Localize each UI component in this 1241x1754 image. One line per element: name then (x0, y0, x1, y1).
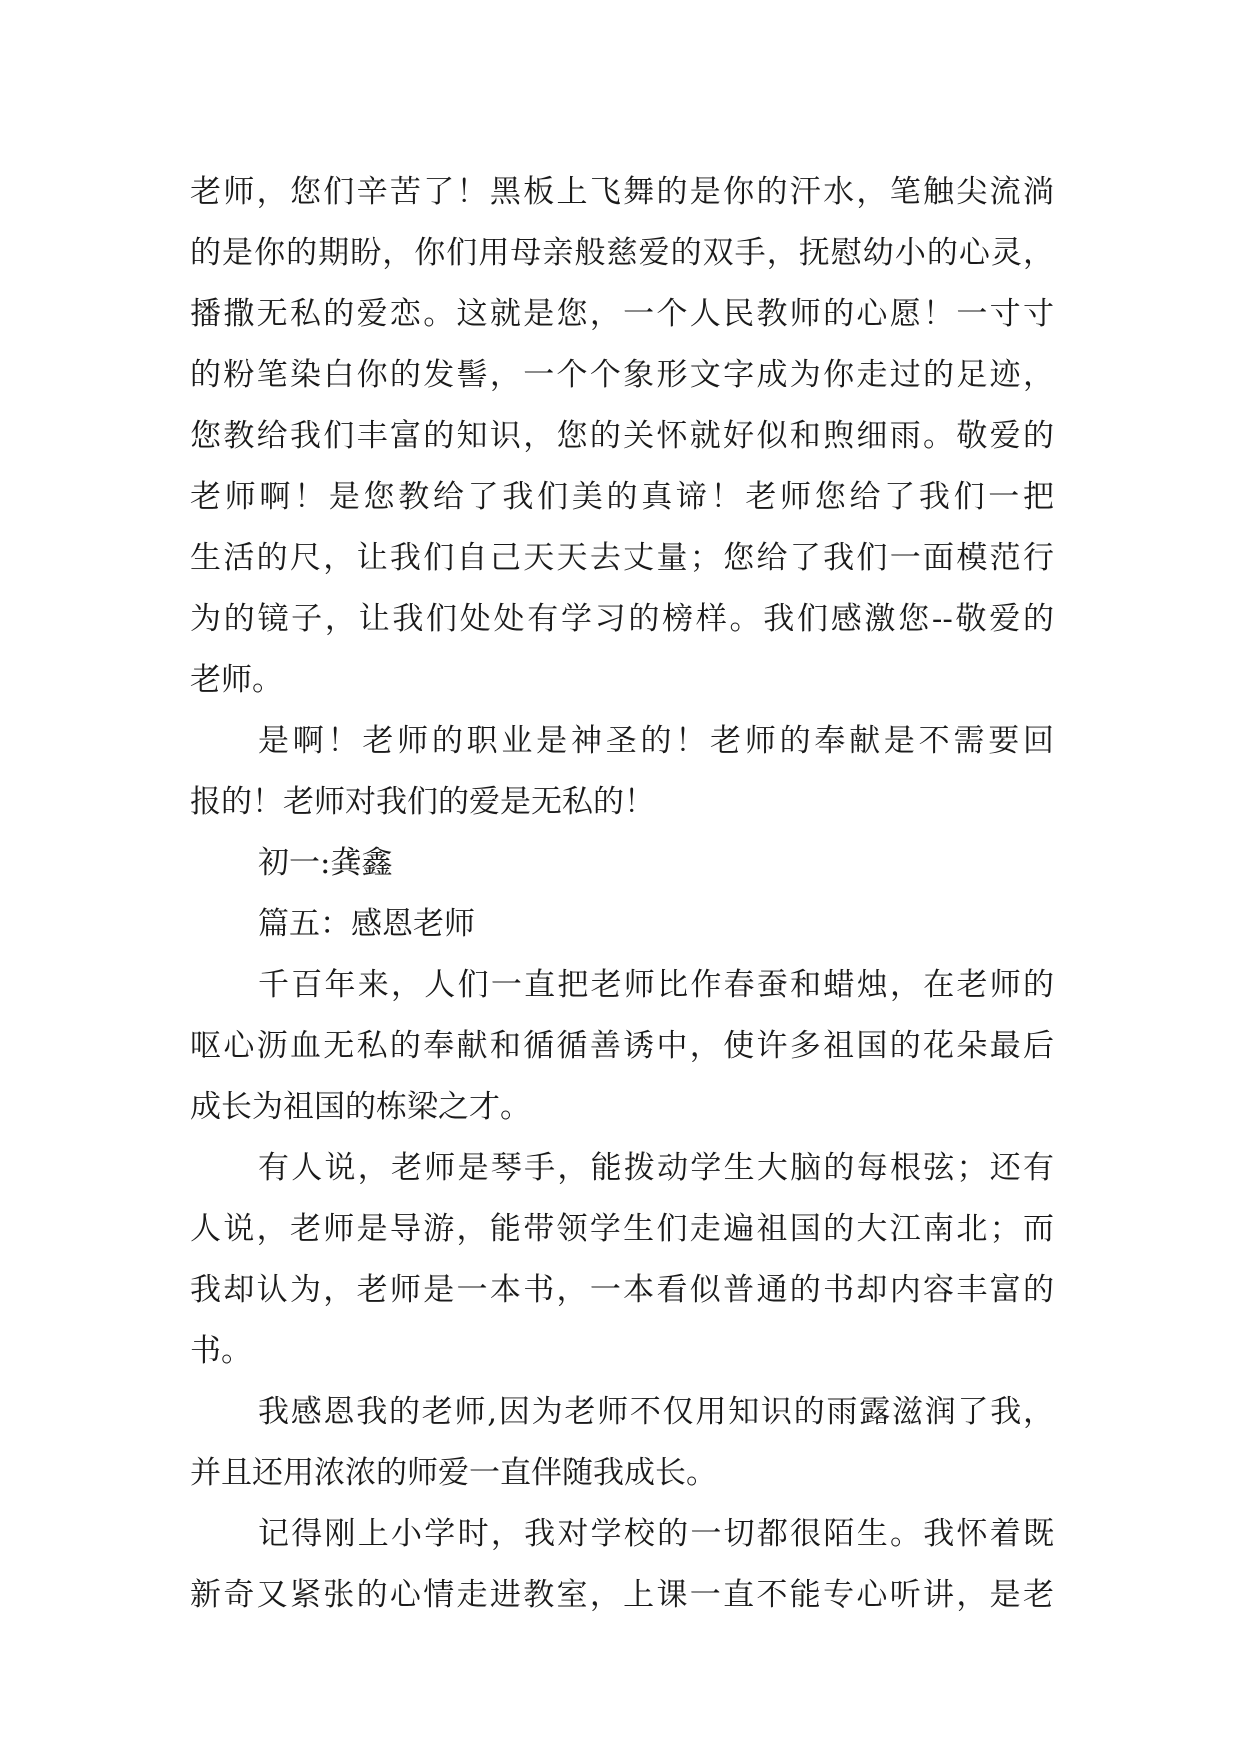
paragraph-first-line: 记得刚上小学时，我对学校的一切都很陌生。我怀着既 (258, 1516, 1054, 1552)
body-text (190, 162, 1054, 1626)
text-line: 我却认为，老师是一本书，一本看似普通的书却内容丰富的 (190, 1272, 1054, 1308)
paragraph-first-line: 千百年来，人们一直把老师比作春蚕和蜡烛，在老师的 (258, 967, 1054, 1003)
text-line: 呕心沥血无私的奉献和循循善诱中，使许多祖国的花朵最后 (190, 1028, 1054, 1064)
paragraph-first-line: 有人说，老师是琴手，能拨动学生大脑的每根弦；还有 (258, 1150, 1054, 1186)
author-line: 初一:龚鑫 (258, 845, 393, 881)
text-line: 新奇又紧张的心情走进教室，上课一直不能专心听讲，是老 (190, 1577, 1054, 1613)
text-line: 的是你的期盼，你们用母亲般慈爱的双手，抚慰幼小的心灵， (190, 235, 1054, 271)
text-line: 老师，您们辛苦了！黑板上飞舞的是你的汗水，笔触尖流淌 (190, 174, 1054, 210)
text-line: 播撒无私的爱恋。这就是您，一个人民教师的心愿！一寸寸 (190, 296, 1054, 332)
section-heading: 篇五：感恩老师 (258, 906, 475, 942)
text-line: 您教给我们丰富的知识，您的关怀就好似和煦细雨。敬爱的 (190, 418, 1054, 454)
text-line: 成长为祖国的栋梁之才。 (190, 1089, 531, 1125)
text-line: 老师啊！是您教给了我们美的真谛！老师您给了我们一把 (190, 479, 1054, 515)
text-line: 老师。 (190, 662, 283, 698)
text-line: 书。 (190, 1333, 252, 1369)
text-line: 并且还用浓浓的师爱一直伴随我成长。 (190, 1455, 717, 1491)
text-line: 报的！老师对我们的爱是无私的！ (190, 784, 655, 820)
text-line: 的粉笔染白你的发髻，一个个象形文字成为你走过的足迹， (190, 357, 1054, 393)
text-line: 为的镜子，让我们处处有学习的榜样。我们感激您--敬爱的 (190, 601, 1054, 637)
text-line: 生活的尺，让我们自己天天去丈量；您给了我们一面模范行 (190, 540, 1054, 576)
text-line: 人说，老师是导游，能带领学生们走遍祖国的大江南北；而 (190, 1211, 1054, 1247)
paragraph-first-line: 我感恩我的老师,因为老师不仅用知识的雨露滋润了我， (258, 1394, 1054, 1430)
paragraph-first-line: 是啊！老师的职业是神圣的！老师的奉献是不需要回 (258, 723, 1054, 759)
